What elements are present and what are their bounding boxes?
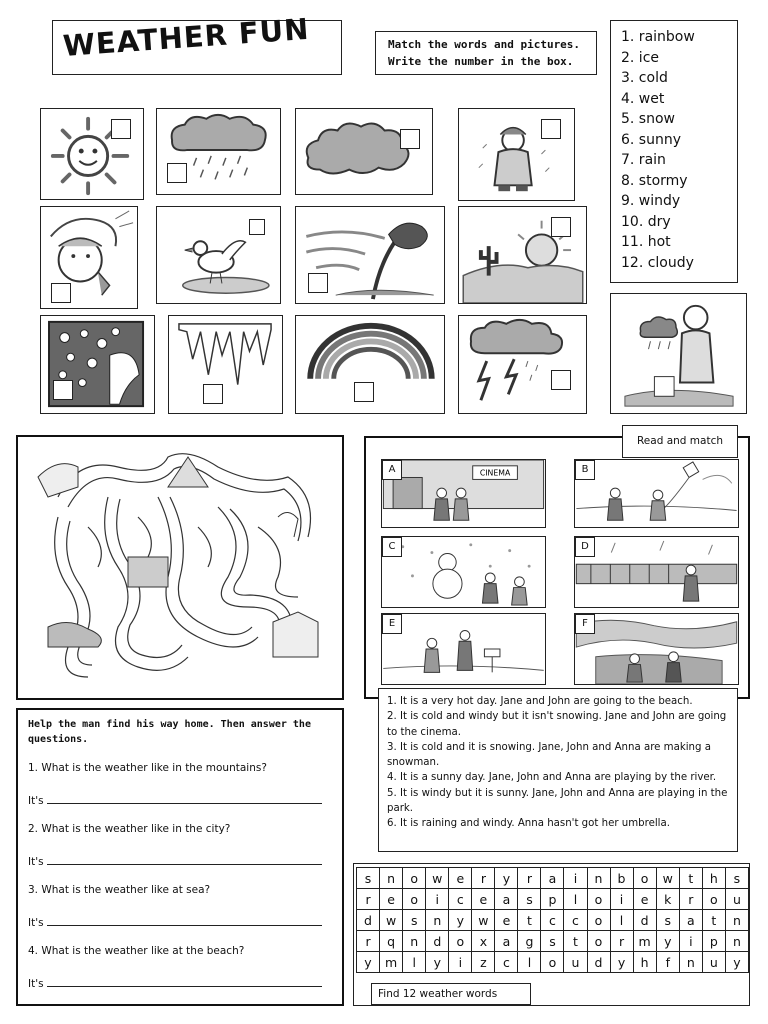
word-search-cell[interactable]: c [449, 889, 472, 910]
word-search-cell[interactable]: y [656, 931, 679, 952]
clouds-icon [296, 109, 432, 194]
word-search-cell[interactable]: a [495, 931, 518, 952]
word-search-cell[interactable]: l [518, 952, 541, 973]
word-search-cell[interactable]: p [702, 931, 725, 952]
park-kite-scene-icon [575, 460, 738, 527]
picture-clouds [295, 108, 433, 195]
word-search-cell[interactable]: n [380, 868, 403, 889]
river-scene-icon [575, 614, 738, 684]
word-search-cell[interactable]: u [725, 889, 748, 910]
scene-panel-b [574, 459, 739, 528]
word-search-cell[interactable]: m [633, 931, 656, 952]
word-search-cell[interactable]: q [380, 931, 403, 952]
maze-icon [18, 437, 342, 698]
picture-storm [458, 315, 587, 414]
word-search-cell[interactable]: o [403, 868, 426, 889]
picture-dry-desert [458, 206, 587, 304]
answer-box[interactable] [53, 380, 73, 400]
word-search-cell[interactable]: n [725, 931, 748, 952]
scene-panel-a [381, 459, 546, 528]
match-sentences [378, 688, 738, 852]
answer-prefix: It's [28, 795, 44, 807]
word-search-cell[interactable]: a [541, 868, 564, 889]
picture-windy-tree [295, 206, 445, 304]
panel-label-e: E [382, 614, 402, 634]
sentence-2: 2. It is cold and windy but it isn't snowing. Jane and John are going to the cinema. [387, 711, 727, 738]
word-search-cell[interactable]: y [449, 910, 472, 931]
picture-snow-window [40, 315, 155, 414]
word-search-cell[interactable]: u [564, 952, 587, 973]
panel-label-f: F [575, 614, 595, 634]
sentence-4: 4. It is a sunny day. Jane, John and Anna are playing by the river. [387, 772, 717, 784]
picture-rain [156, 108, 281, 195]
man-rain-icon [611, 294, 746, 413]
word-list-item: 3. cold [621, 70, 668, 86]
scene-panel-c [381, 536, 546, 608]
word-search-cell[interactable]: r [610, 931, 633, 952]
picture-man-rain [610, 293, 747, 414]
answer-prefix: It's [28, 856, 44, 868]
word-search-cell[interactable]: i [564, 868, 587, 889]
question-2: 2. What is the weather like in the city? [28, 823, 231, 835]
scene-panel-e [381, 613, 546, 685]
word-search-cell[interactable]: i [679, 931, 702, 952]
word-search-cell[interactable]: l [403, 952, 426, 973]
match-instructions [375, 31, 597, 75]
word-search-cell[interactable]: o [587, 889, 610, 910]
panel-label-b: B [575, 460, 595, 480]
answer-box[interactable] [308, 273, 328, 293]
word-search-cell[interactable]: s [725, 868, 748, 889]
maze-instructions: Help the man find his way home. Then answer the questions. [28, 719, 311, 745]
title-text: WEATHER FUN [61, 11, 311, 63]
word-search-cell[interactable]: g [518, 931, 541, 952]
cinema-sign: CINEMA [479, 468, 511, 478]
word-search-cell[interactable]: l [610, 910, 633, 931]
word-search-cell[interactable]: e [472, 889, 495, 910]
panel-label-a: A [382, 460, 402, 480]
answer-line-1[interactable] [28, 791, 332, 822]
maze-panel [16, 435, 344, 700]
word-list-item: 5. snow [621, 111, 675, 127]
word-list-item: 10. dry [621, 213, 671, 230]
word-search-cell[interactable]: e [380, 889, 403, 910]
word-list-item: 8. stormy [621, 172, 688, 189]
word-search-cell[interactable]: y [610, 952, 633, 973]
answer-box[interactable] [203, 384, 223, 404]
word-search-cell[interactable]: s [656, 910, 679, 931]
sentence-1: 1. It is a very hot day. Jane and John are going to the beach. [387, 696, 693, 707]
word-search-row [357, 889, 749, 910]
word-search-cell[interactable]: t [518, 910, 541, 931]
word-search-cell[interactable]: t [679, 868, 702, 889]
scene-panel-d [574, 536, 739, 608]
word-search-cell[interactable]: i [449, 952, 472, 973]
picture-cold-person [458, 108, 575, 201]
word-search-cell[interactable]: s [541, 931, 564, 952]
word-search-cell[interactable]: y [426, 952, 449, 973]
word-search-cell[interactable]: t [564, 931, 587, 952]
word-search-cell[interactable]: o [587, 910, 610, 931]
answer-blank[interactable] [47, 791, 322, 804]
picture-icicles [168, 315, 283, 414]
word-search-cell[interactable]: o [541, 952, 564, 973]
word-list-item: 4. wet [621, 90, 665, 107]
word-search-cell[interactable]: o [633, 868, 656, 889]
answer-line-3[interactable] [28, 913, 332, 944]
sentence-3: 3. It is cold and it is snowing. Jane, John and Anna are making a snowman. [387, 741, 711, 769]
word-search-cell[interactable]: t [702, 910, 725, 931]
answer-prefix: It's [28, 978, 44, 990]
word-search-cell[interactable]: n [725, 910, 748, 931]
word-search-cell[interactable]: y [495, 868, 518, 889]
icicles-icon [169, 316, 282, 413]
answer-blank[interactable] [47, 852, 322, 865]
picture-rainbow [295, 315, 445, 414]
panel-label-c: C [382, 537, 402, 557]
rain-fence-scene-icon [575, 537, 738, 607]
worksheet-title [52, 11, 342, 75]
answer-box[interactable] [51, 283, 71, 303]
word-search-cell[interactable]: z [472, 952, 495, 973]
word-search-cell[interactable]: y [725, 952, 748, 973]
word-search-cell[interactable]: s [403, 910, 426, 931]
word-search-cell[interactable]: l [564, 889, 587, 910]
word-list [610, 20, 738, 283]
word-search-cell[interactable]: w [472, 910, 495, 931]
word-search-cell[interactable]: a [495, 889, 518, 910]
word-search-cell[interactable]: o [702, 889, 725, 910]
answer-prefix: It's [28, 917, 44, 929]
read-match-label: Read and match [622, 425, 738, 458]
word-search-cell[interactable]: f [656, 952, 679, 973]
instruction-line-2: Write the number in the box. [388, 55, 574, 68]
answer-blank[interactable] [47, 974, 322, 987]
word-search-cell[interactable]: n [587, 868, 610, 889]
word-list-item: 7. rain [621, 152, 666, 168]
word-search-row [357, 868, 749, 889]
word-search-cell[interactable]: n [403, 931, 426, 952]
scene-panel-f [574, 613, 739, 685]
word-search-cell[interactable]: d [357, 910, 380, 931]
word-search-label: Find 12 weather words [371, 983, 531, 1005]
word-list-item: 6. sunny [621, 131, 682, 148]
word-search-cell[interactable]: n [426, 910, 449, 931]
word-search-cell[interactable]: s [357, 868, 380, 889]
word-search-cell[interactable]: u [702, 952, 725, 973]
word-search-cell[interactable]: a [679, 910, 702, 931]
answer-line-2[interactable] [28, 852, 332, 883]
word-search-cell[interactable]: x [472, 931, 495, 952]
answer-box[interactable] [249, 219, 265, 235]
word-search-cell[interactable]: w [426, 868, 449, 889]
word-search-cell[interactable]: h [702, 868, 725, 889]
word-search-cell[interactable]: m [380, 952, 403, 973]
word-search-cell[interactable]: d [633, 910, 656, 931]
answer-box[interactable] [167, 163, 187, 183]
word-search-cell[interactable]: c [495, 952, 518, 973]
word-search-cell[interactable]: i [426, 889, 449, 910]
word-search-cell[interactable]: d [587, 952, 610, 973]
word-search-cell[interactable]: h [633, 952, 656, 973]
word-search-row [357, 952, 749, 973]
sentence-5: 5. It is windy but it is sunny. Jane, John and Anna are playing in the park. [387, 787, 728, 815]
word-search-grid [356, 867, 749, 973]
picture-duck-puddle [156, 206, 281, 304]
word-search-row [357, 910, 749, 931]
word-search-cell[interactable]: c [541, 910, 564, 931]
answer-box[interactable] [354, 382, 374, 402]
word-list-item: 1. rainbow [621, 29, 695, 45]
word-list-item: 12. cloudy [621, 254, 694, 271]
answer-box[interactable] [551, 370, 571, 390]
word-search-cell[interactable]: b [610, 868, 633, 889]
panel-label-d: D [575, 537, 595, 557]
beach-scene-icon [382, 614, 545, 684]
instruction-line-1: Match the words and pictures. [388, 38, 581, 51]
word-search-cell[interactable]: r [357, 931, 380, 952]
word-search-cell[interactable]: e [633, 889, 656, 910]
word-search-cell[interactable]: c [564, 910, 587, 931]
word-search-cell[interactable]: r [518, 868, 541, 889]
answer-box[interactable] [400, 129, 420, 149]
word-search-cell[interactable]: n [679, 952, 702, 973]
answer-box[interactable] [551, 217, 571, 237]
word-search-cell[interactable]: o [403, 889, 426, 910]
picture-sun [40, 108, 144, 200]
answer-box[interactable] [111, 119, 131, 139]
word-search-cell[interactable]: s [518, 889, 541, 910]
word-search-cell[interactable]: e [449, 868, 472, 889]
word-list-item: 11. hot [621, 234, 671, 250]
word-search-cell[interactable]: i [610, 889, 633, 910]
questions-panel [16, 708, 344, 1006]
word-search-cell[interactable]: w [656, 868, 679, 889]
word-list-item: 2. ice [621, 49, 660, 66]
cinema-scene-icon [382, 460, 545, 527]
word-search-cell[interactable]: o [587, 931, 610, 952]
word-search-panel [353, 863, 750, 1006]
word-search-cell[interactable]: w [380, 910, 403, 931]
answer-blank[interactable] [47, 913, 322, 926]
question-4: 4. What is the weather like at the beach? [28, 945, 245, 957]
word-search-cell[interactable]: r [357, 889, 380, 910]
word-search-cell[interactable]: p [541, 889, 564, 910]
word-search-cell[interactable]: k [656, 889, 679, 910]
word-search-cell[interactable]: y [357, 952, 380, 973]
question-3: 3. What is the weather like at sea? [28, 884, 211, 896]
word-list-item: 9. windy [621, 193, 681, 209]
word-search-cell[interactable]: d [426, 931, 449, 952]
word-search-row [357, 931, 749, 952]
question-1: 1. What is the weather like in the mountains? [28, 762, 267, 774]
answer-line-4[interactable] [28, 974, 332, 1005]
storm-icon [459, 316, 586, 413]
word-search-cell[interactable]: r [472, 868, 495, 889]
word-search-cell[interactable]: r [679, 889, 702, 910]
picture-hot-girl [40, 206, 138, 309]
word-search-cell[interactable]: o [449, 931, 472, 952]
sentence-6: 6. It is raining and windy. Anna hasn't got her umbrella. [387, 818, 670, 830]
snowman-scene-icon [382, 537, 545, 607]
word-search-cell[interactable]: e [495, 910, 518, 931]
answer-box[interactable] [541, 119, 561, 139]
